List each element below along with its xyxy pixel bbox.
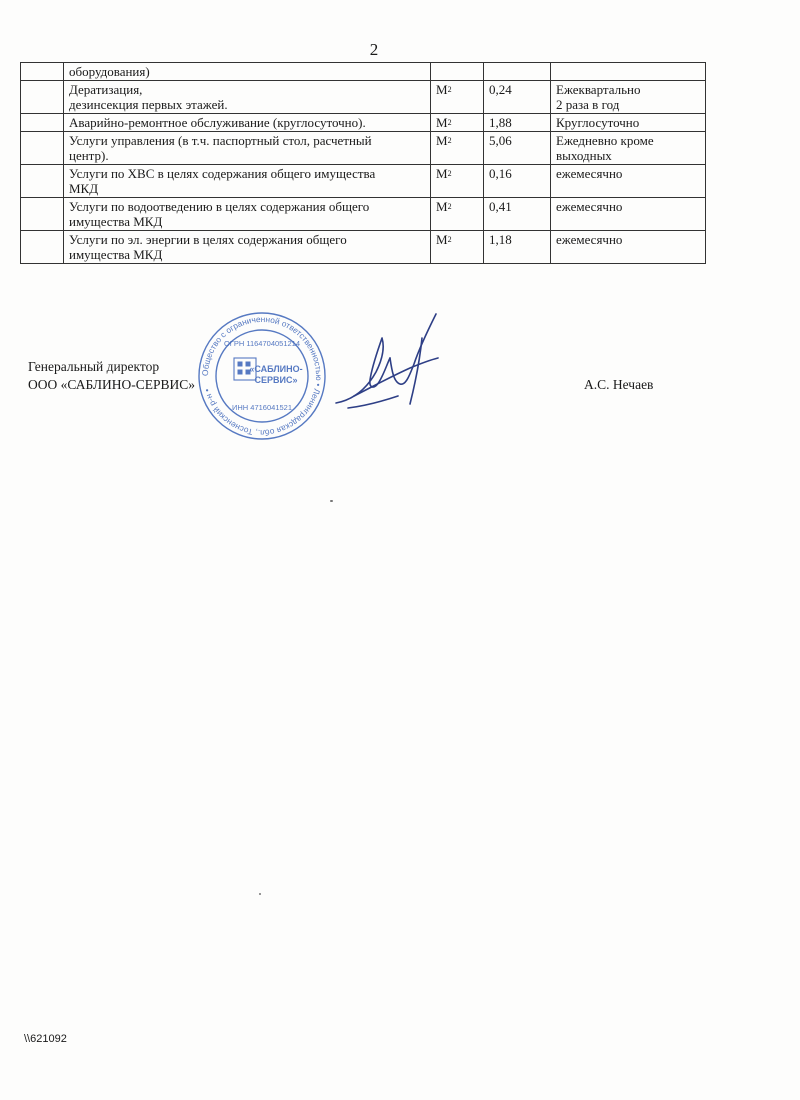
unit-base: М <box>436 166 448 181</box>
stamp-inn: ИНН 4716041521 <box>231 403 293 412</box>
periodicity-line: Круглосуточно <box>556 115 640 130</box>
service-name-line: Услуги по эл. энергии в целях содержания общего <box>69 232 347 247</box>
periodicity-cell <box>551 198 706 231</box>
service-name-line: оборудования) <box>69 64 150 79</box>
rate-cell: 5,06 <box>484 132 551 165</box>
signatory-company: ООО «САБЛИНО-СЕРВИС» <box>28 377 196 392</box>
unit-cell <box>431 114 484 132</box>
unit-base: М <box>436 232 448 247</box>
row-number-cell <box>21 63 64 81</box>
unit-base: М <box>436 199 448 214</box>
scan-speck <box>330 500 333 502</box>
periodicity-line: ежемесячно <box>556 199 623 214</box>
company-stamp <box>196 310 328 442</box>
unit-base: М <box>436 133 448 148</box>
table-row <box>21 231 706 264</box>
periodicity-line: ежемесячно <box>556 166 623 181</box>
periodicity-line: Ежеквартально <box>556 82 641 97</box>
service-name-cell <box>64 81 431 114</box>
rate-cell: 1,18 <box>484 231 551 264</box>
periodicity-cell <box>551 132 706 165</box>
service-name-line: Услуги по ХВС в целях содержания общего имущества <box>69 166 376 181</box>
unit-base: М <box>436 82 448 97</box>
handwritten-signature <box>330 308 450 418</box>
document-code: \\621092 <box>24 1033 67 1045</box>
periodicity-cell <box>551 114 706 132</box>
periodicity-cell <box>551 81 706 114</box>
service-name-cell <box>64 198 431 231</box>
rate-cell: 0,16 <box>484 165 551 198</box>
service-name-line: Услуги управления (в т.ч. паспортный стол, расчетный <box>69 133 372 148</box>
unit-power: 2 <box>447 85 452 94</box>
periodicity-cell <box>551 231 706 264</box>
unit-power: 2 <box>447 169 452 178</box>
unit-power: 2 <box>447 136 452 145</box>
service-name-line: МКД <box>69 181 99 196</box>
periodicity-line: выходных <box>556 148 612 163</box>
row-number-cell <box>21 114 64 132</box>
unit-base: М <box>436 115 448 130</box>
table-row <box>21 114 706 132</box>
unit-power: 2 <box>447 118 452 127</box>
table-row <box>21 132 706 165</box>
service-name-cell <box>64 114 431 132</box>
table-row <box>21 63 706 81</box>
signatory-name: А.С. Нечаев <box>584 377 654 392</box>
table-row <box>21 165 706 198</box>
periodicity-cell <box>551 165 706 198</box>
row-number-cell <box>21 165 64 198</box>
unit-cell <box>431 198 484 231</box>
service-name-line: центр). <box>69 148 109 163</box>
periodicity-cell <box>551 63 706 81</box>
unit-cell <box>431 81 484 114</box>
service-name-cell <box>64 63 431 81</box>
row-number-cell <box>21 231 64 264</box>
rate-cell: 0,24 <box>484 81 551 114</box>
rate-cell: 1,88 <box>484 114 551 132</box>
stamp-ogrn: ОГРН 1164704051214 <box>223 339 301 348</box>
service-name-line: имущества МКД <box>69 247 163 262</box>
signatory-block <box>28 358 195 394</box>
service-name-line: Дератизация, <box>69 82 143 97</box>
stamp-name-line1: «САБЛИНО- <box>249 364 303 374</box>
table-row <box>21 81 706 114</box>
service-name-cell <box>64 165 431 198</box>
unit-cell <box>431 63 484 81</box>
periodicity-line: Ежедневно кроме <box>556 133 654 148</box>
stamp-name-line2: СЕРВИС» <box>254 375 298 385</box>
service-name-line: имущества МКД <box>69 214 163 229</box>
row-number-cell <box>21 81 64 114</box>
rate-cell: 0,41 <box>484 198 551 231</box>
signatory-position: Генеральный директор <box>28 359 160 374</box>
service-name-line: Услуги по водоотведению в целях содержания общего <box>69 199 370 214</box>
unit-cell <box>431 165 484 198</box>
unit-power: 2 <box>447 202 452 211</box>
scan-speck <box>259 893 261 895</box>
row-number-cell <box>21 198 64 231</box>
service-name-cell <box>64 132 431 165</box>
services-table-body <box>21 63 706 264</box>
service-name-line: Аварийно-ремонтное обслуживание (круглосуточно). <box>69 115 366 130</box>
page-number: 2 <box>369 40 379 59</box>
unit-cell <box>431 231 484 264</box>
row-number-cell <box>21 132 64 165</box>
periodicity-line: ежемесячно <box>556 232 623 247</box>
service-name-line: дезинсекция первых этажей. <box>69 97 228 112</box>
services-table <box>20 62 706 264</box>
table-row <box>21 198 706 231</box>
unit-cell <box>431 132 484 165</box>
service-name-cell <box>64 231 431 264</box>
periodicity-line: 2 раза в год <box>556 97 620 112</box>
unit-power: 2 <box>447 235 452 244</box>
rate-cell <box>484 63 551 81</box>
stamp-ring-text: Общество с ограниченной ответственностью • Ленинградская обл., Тосненский р-н • <box>199 313 325 439</box>
